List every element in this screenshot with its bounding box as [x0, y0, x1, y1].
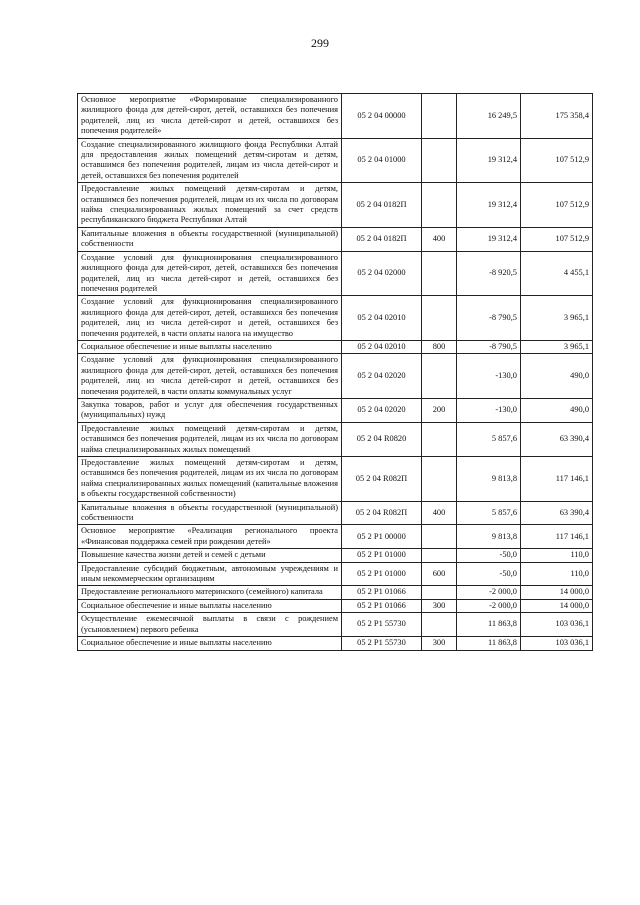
change-amount-cell: -8 790,5	[457, 340, 521, 353]
total-amount-cell: 117 146,1	[521, 525, 593, 549]
expense-type-cell	[422, 251, 457, 296]
description-cell: Предоставление субсидий бюджетным, автономным учреждениям и иным некоммерческим организациям	[78, 562, 342, 586]
description-cell: Создание условий для функционирования специализированного жилищного фонда для детей-сирот, детей, оставшихся без попечения родителей, лиц из числа детей-сирот и детей, оставшихся без попечения родителей, в части оплаты коммунальных услуг	[78, 354, 342, 399]
table-row	[78, 138, 593, 183]
target-code-cell: 05 2 04 02020	[342, 354, 422, 399]
expense-type-cell	[422, 525, 457, 549]
expense-type-cell	[422, 138, 457, 183]
total-amount-cell: 107 512,9	[521, 227, 593, 251]
table-row	[78, 227, 593, 251]
table-row	[78, 94, 593, 139]
target-code-cell: 05 2 P1 55730	[342, 613, 422, 637]
description-cell: Предоставление жилых помещений детям-сиротам и детям, оставшимся без попечения родителей, лицам из их числа по договорам найма специализированных жилых помещений (капитальные вложения в объекты государственной собственности)	[78, 457, 342, 502]
table-row	[78, 398, 593, 422]
table-row	[78, 354, 593, 399]
total-amount-cell: 490,0	[521, 398, 593, 422]
target-code-cell: 05 2 04 02000	[342, 251, 422, 296]
description-cell: Основное мероприятие «Формирование специализированного жилищного фонда для детей-сирот, детей, оставшихся без попечения родителей, лиц из числа детей-сирот и детей, оставшихся без попечения родителей»	[78, 94, 342, 139]
expense-type-cell	[422, 354, 457, 399]
change-amount-cell: 9 813,8	[457, 457, 521, 502]
expense-type-cell	[422, 422, 457, 456]
total-amount-cell: 14 000,0	[521, 599, 593, 612]
total-amount-cell: 110,0	[521, 549, 593, 562]
table-row	[78, 501, 593, 525]
total-amount-cell: 175 358,4	[521, 94, 593, 139]
expense-type-cell: 300	[422, 637, 457, 650]
description-cell: Осуществление ежемесячной выплаты в связи с рождением (усыновлением) первого ребенка	[78, 613, 342, 637]
change-amount-cell: 19 312,4	[457, 183, 521, 228]
total-amount-cell: 103 036,1	[521, 613, 593, 637]
description-cell: Создание специализированного жилищного фонда Республики Алтай для предоставления жилых помещений детям-сиротам и детям, оставшимся без попечения родителей, лицам из числа детей-сирот и детей, оставшихся без попечения родителей	[78, 138, 342, 183]
description-cell: Создание условий для функционирования специализированного жилищного фонда для детей-сирот, детей, оставшихся без попечения родителей, лиц из числа детей-сирот и детей, оставшихся без попечения родителей, в части оплаты налога на имущество	[78, 296, 342, 341]
change-amount-cell: -130,0	[457, 398, 521, 422]
total-amount-cell: 14 000,0	[521, 586, 593, 599]
target-code-cell: 05 2 04 02010	[342, 340, 422, 353]
expense-type-cell	[422, 183, 457, 228]
change-amount-cell: -8 790,5	[457, 296, 521, 341]
table-row	[78, 296, 593, 341]
description-cell: Предоставление регионального материнского (семейного) капитала	[78, 586, 342, 599]
total-amount-cell: 63 390,4	[521, 422, 593, 456]
total-amount-cell: 63 390,4	[521, 501, 593, 525]
table-row	[78, 549, 593, 562]
table-row	[78, 422, 593, 456]
target-code-cell: 05 2 04 R082П	[342, 457, 422, 502]
budget-table	[77, 93, 593, 651]
total-amount-cell: 103 036,1	[521, 637, 593, 650]
expense-type-cell: 400	[422, 227, 457, 251]
total-amount-cell: 4 455,1	[521, 251, 593, 296]
expense-type-cell	[422, 613, 457, 637]
description-cell: Социальное обеспечение и иные выплаты населению	[78, 637, 342, 650]
table-row	[78, 613, 593, 637]
total-amount-cell: 110,0	[521, 562, 593, 586]
change-amount-cell: 16 249,5	[457, 94, 521, 139]
change-amount-cell: -2 000,0	[457, 586, 521, 599]
target-code-cell: 05 2 P1 01066	[342, 586, 422, 599]
target-code-cell: 05 2 04 0182П	[342, 183, 422, 228]
description-cell: Закупка товаров, работ и услуг для обеспечения государственных (муниципальных) нужд	[78, 398, 342, 422]
table-row	[78, 457, 593, 502]
table-row	[78, 586, 593, 599]
total-amount-cell: 107 512,9	[521, 138, 593, 183]
change-amount-cell: 19 312,4	[457, 227, 521, 251]
expense-type-cell: 200	[422, 398, 457, 422]
target-code-cell: 05 2 04 01000	[342, 138, 422, 183]
change-amount-cell: -50,0	[457, 562, 521, 586]
expense-type-cell: 800	[422, 340, 457, 353]
table-row	[78, 183, 593, 228]
expense-type-cell: 300	[422, 599, 457, 612]
description-cell: Капитальные вложения в объекты государственной (муниципальной) собственности	[78, 227, 342, 251]
table-row	[78, 340, 593, 353]
description-cell: Предоставление жилых помещений детям-сиротам и детям, оставшимся без попечения родителей, лицам из их числа по договорам найма специализированных жилых помещений	[78, 422, 342, 456]
target-code-cell: 05 2 P1 00000	[342, 525, 422, 549]
target-code-cell: 05 2 04 02020	[342, 398, 422, 422]
change-amount-cell: -2 000,0	[457, 599, 521, 612]
table-row	[78, 637, 593, 650]
change-amount-cell: -8 920,5	[457, 251, 521, 296]
table-row	[78, 562, 593, 586]
change-amount-cell: 11 863,8	[457, 637, 521, 650]
expense-type-cell: 600	[422, 562, 457, 586]
target-code-cell: 05 2 04 00000	[342, 94, 422, 139]
expense-type-cell: 400	[422, 501, 457, 525]
page-number: 299	[311, 36, 329, 50]
target-code-cell: 05 2 04 R0820	[342, 422, 422, 456]
change-amount-cell: 5 857,6	[457, 422, 521, 456]
expense-type-cell	[422, 94, 457, 139]
expense-type-cell	[422, 549, 457, 562]
table-row	[78, 525, 593, 549]
total-amount-cell: 3 965,1	[521, 296, 593, 341]
change-amount-cell: 19 312,4	[457, 138, 521, 183]
target-code-cell: 05 2 04 02010	[342, 296, 422, 341]
change-amount-cell: 9 813,8	[457, 525, 521, 549]
change-amount-cell: -50,0	[457, 549, 521, 562]
budget-table-body	[78, 94, 593, 651]
expense-type-cell	[422, 296, 457, 341]
total-amount-cell: 117 146,1	[521, 457, 593, 502]
target-code-cell: 05 2 P1 01066	[342, 599, 422, 612]
target-code-cell: 05 2 P1 01000	[342, 562, 422, 586]
description-cell: Повышение качества жизни детей и семей с детьми	[78, 549, 342, 562]
description-cell: Создание условий для функционирования специализированного жилищного фонда для детей-сирот, детей, оставшихся без попечения родителей, лиц из числа детей-сирот и детей, оставшихся без попечения родителей	[78, 251, 342, 296]
description-cell: Социальное обеспечение и иные выплаты населению	[78, 599, 342, 612]
total-amount-cell: 107 512,9	[521, 183, 593, 228]
description-cell: Предоставление жилых помещений детям-сиротам и детям, оставшимся без попечения родителей, лицам из их числа по договорам найма специализированных жилых помещений за счет средств республиканского бюджета Республики Алтай	[78, 183, 342, 228]
target-code-cell: 05 2 P1 01000	[342, 549, 422, 562]
description-cell: Основное мероприятие «Реализация регионального проекта «Финансовая поддержка семей при рождении детей»	[78, 525, 342, 549]
target-code-cell: 05 2 04 R082П	[342, 501, 422, 525]
total-amount-cell: 490,0	[521, 354, 593, 399]
target-code-cell: 05 2 P1 55730	[342, 637, 422, 650]
target-code-cell: 05 2 04 0182П	[342, 227, 422, 251]
change-amount-cell: 5 857,6	[457, 501, 521, 525]
expense-type-cell	[422, 586, 457, 599]
change-amount-cell: 11 863,8	[457, 613, 521, 637]
change-amount-cell: -130,0	[457, 354, 521, 399]
table-row	[78, 251, 593, 296]
description-cell: Социальное обеспечение и иные выплаты населению	[78, 340, 342, 353]
total-amount-cell: 3 965,1	[521, 340, 593, 353]
expense-type-cell	[422, 457, 457, 502]
table-row	[78, 599, 593, 612]
description-cell: Капитальные вложения в объекты государственной (муниципальной) собственности	[78, 501, 342, 525]
